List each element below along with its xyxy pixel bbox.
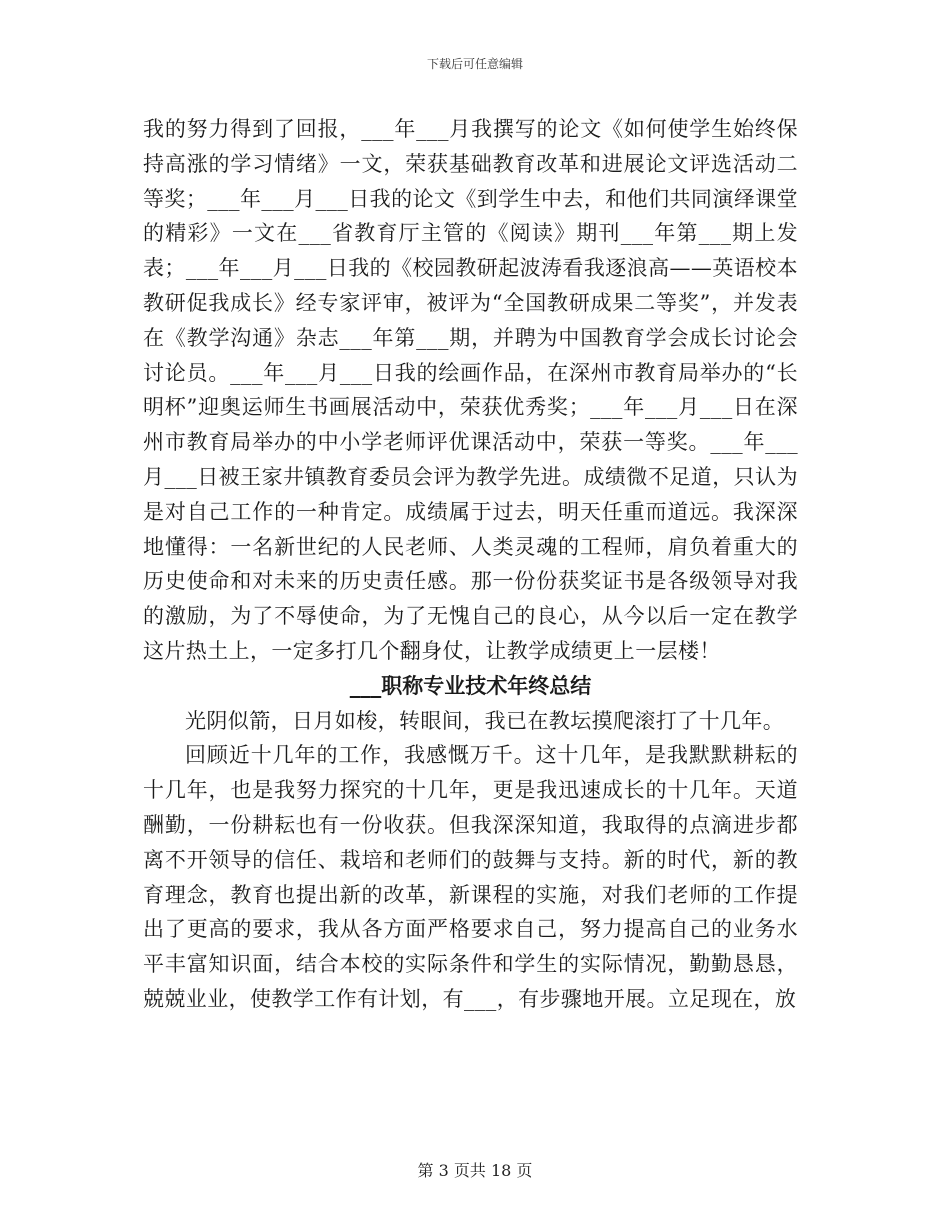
paragraph-intro: 光阴似箭，日月如梭，转眼间，我已在教坛摸爬滚打了十几年。 (185, 708, 785, 733)
document-body (143, 112, 798, 1017)
paragraph-review: 回顾近十几年的工作，我感慨万千。这十几年，是我默默耕耘的十几年，也是我努力探究的十几年，更是我迅速成长的十几年。天道酬勤，一份耕耘也有一份收获。但我深深知道，我取得的点滴进步都离不开领导的信任、栽培和老师们的鼓舞与支持。新的时代，新的教育理念，教育也提出新的改革，新课程的实施，对我们老师的工作提出了更高的要求，我从各方面严格要求自己，努力提高自己的业务水平丰富知识面，结合本校的实际条件和学生的实际情况，勤勤恳恳，兢兢业业，使教学工作有计划，有___，有步骤地开展。立足现在，放 (143, 743, 798, 1011)
section-title: ___职称专业技术年终总结 (349, 673, 592, 698)
page-footer-number: 第 3 页共 18 页 (417, 1161, 533, 1180)
page-header-note: 下载后可任意编辑 (426, 57, 523, 71)
paragraph-awards: 我的努力得到了回报，___年___月我撰写的论文《如何使学生始终保持高涨的学习情绪》一文，荣获基础教育改革和进展论文评选活动二等奖；___年___月___日我的论文《到学生中去，和他们共同演绎课堂的精彩》一文在___省教育厅主管的《阅读》期刊___年第___期上发表；___年___月___日我的《校园教研起波涛看我逐浪高——英语校本教研促我成长》经专家评审，被评为“全国教研成果二等奖”，并发表在《教学沟通》杂志___年第___期，并聘为中国教育学会成长讨论会讨论员。___年___月___日我的绘画作品，在深州市教育局举办的“长明杯”迎奥运师生书画展活动中，荣获优秀奖；___年___月___日在深州市教育局举办的中小学老师评优课活动中，荣获一等奖。___年___月___日被王家井镇教育委员会评为教学先进。成绩微不足道，只认为是对自己工作的一种肯定。成绩属于过去，明天任重而道远。我深深地懂得：一名新世纪的人民老师、人类灵魂的工程师，肩负着重大的历史使命和对未来的历史责任感。那一份份获奖证书是各级领导对我的激励，为了不辱使命，为了无愧自己的良心，从今以后一定在教学这片热土上，一定多打几个翻身仗，让教学成绩更上一层楼！ (143, 117, 798, 663)
